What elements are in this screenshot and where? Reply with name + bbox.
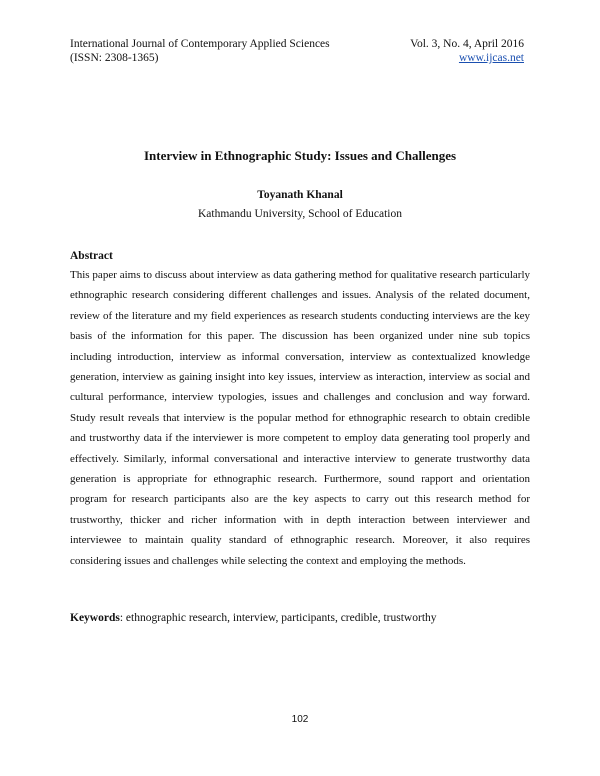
author-name: Toyanath Khanal	[257, 189, 343, 201]
keywords-line	[70, 612, 437, 624]
journal-name: International Journal of Contemporary Applied Sciences	[70, 38, 330, 50]
website-link[interactable]: www.ijcas.net	[458, 52, 524, 64]
page-number: 102	[291, 714, 309, 725]
keywords-text: : ethnographic research, interview, participants, credible, trustworthy	[119, 612, 437, 624]
volume-info: Vol. 3, No. 4, April 2016	[410, 38, 524, 50]
running-header-row-2	[70, 51, 524, 66]
keywords-label: Keywords	[70, 612, 120, 624]
running-header-row-1	[70, 37, 524, 52]
paper-title: Interview in Ethnographic Study: Issues and Challenges	[143, 148, 457, 163]
abstract-heading: Abstract	[70, 250, 113, 262]
issn: (ISSN: 2308-1365)	[70, 52, 159, 64]
abstract-body: This paper aims to discuss about interview as data gathering method for qualitative research particularly ethnographic research considering different challenges and issues. Analysis of the related document, review of the literature and my field experiences as research students conducting interviews are the key basis of the information for this paper. The discussion has been organized under nine sub topics including introduction, interview as informal conversation, interview as contextualized knowledge generation, interview as gaining insight into key issues, interview as interaction, interview as social and cultural performance, interview typologies, issues and challenges and conclusion and way forward. Study result reveals that interview is the popular method for ethnographic research to obtain credible and trustworthy data if the interviewer is more competent to employ data generating tool properly and effectively. Similarly, informal conversational and interactive interview to generate trustworthy data generation is appropriate for ethnographic research. Furthermore, sound rapport and orientation program for research participants also are the key aspects to carry out this research method for trustworthy, thicker and richer information with in depth interaction between interviewer and interviewee to maintain quality standard of ethnographic research. Moreover, it also requires considering issues and challenges while selecting the context and employing the methods.	[70, 269, 530, 567]
author-affiliation: Kathmandu University, School of Education	[198, 208, 402, 220]
